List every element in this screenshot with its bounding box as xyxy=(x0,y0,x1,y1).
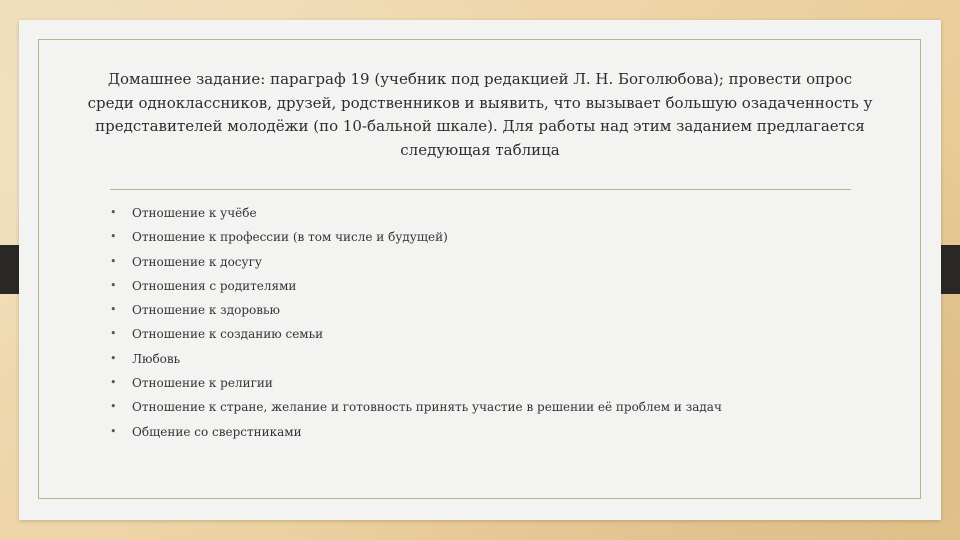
bullet-icon: • xyxy=(110,400,117,414)
bullet-icon: • xyxy=(110,278,117,292)
bullet-icon: • xyxy=(110,351,117,365)
list-item-text: Отношение к учёбе xyxy=(132,206,257,220)
slide-title: Домашнее задание: параграф 19 (учебник под редакцией Л. Н. Боголюбова); провести опрос среди одноклассников, друзей, родственников и выявить, что вызывает большую озадаченность у представителей молодёжи (по 10-бальной шкале). Для работы над этим заданием предлагается следующая таблица xyxy=(87,70,873,159)
bullet-icon: • xyxy=(110,424,117,438)
bullet-icon: • xyxy=(110,303,117,317)
list-item-text: Отношения с родителями xyxy=(132,278,297,293)
bullet-icon: • xyxy=(110,327,117,341)
bullet-icon: • xyxy=(110,254,117,268)
list-item-text: Отношение к профессии (в том числе и будущей) xyxy=(132,230,448,245)
bullet-icon: • xyxy=(110,230,117,244)
list-item-text: Отношение к созданию семьи xyxy=(132,327,324,342)
list-item-text: Отношение к стране, желание и готовность принять участие в решении её проблем и задач xyxy=(132,400,722,415)
title-divider xyxy=(110,189,851,190)
list-item-text: Любовь xyxy=(132,351,181,366)
bullet-icon: • xyxy=(110,376,117,390)
list-item-text: Отношение к здоровью xyxy=(132,303,280,318)
list-item-text: Отношение к досугу xyxy=(132,254,262,269)
list-item-text: Отношение к религии xyxy=(132,376,273,391)
bullet-icon: • xyxy=(110,206,117,219)
list-item-text: Общение со сверстниками xyxy=(132,424,302,439)
